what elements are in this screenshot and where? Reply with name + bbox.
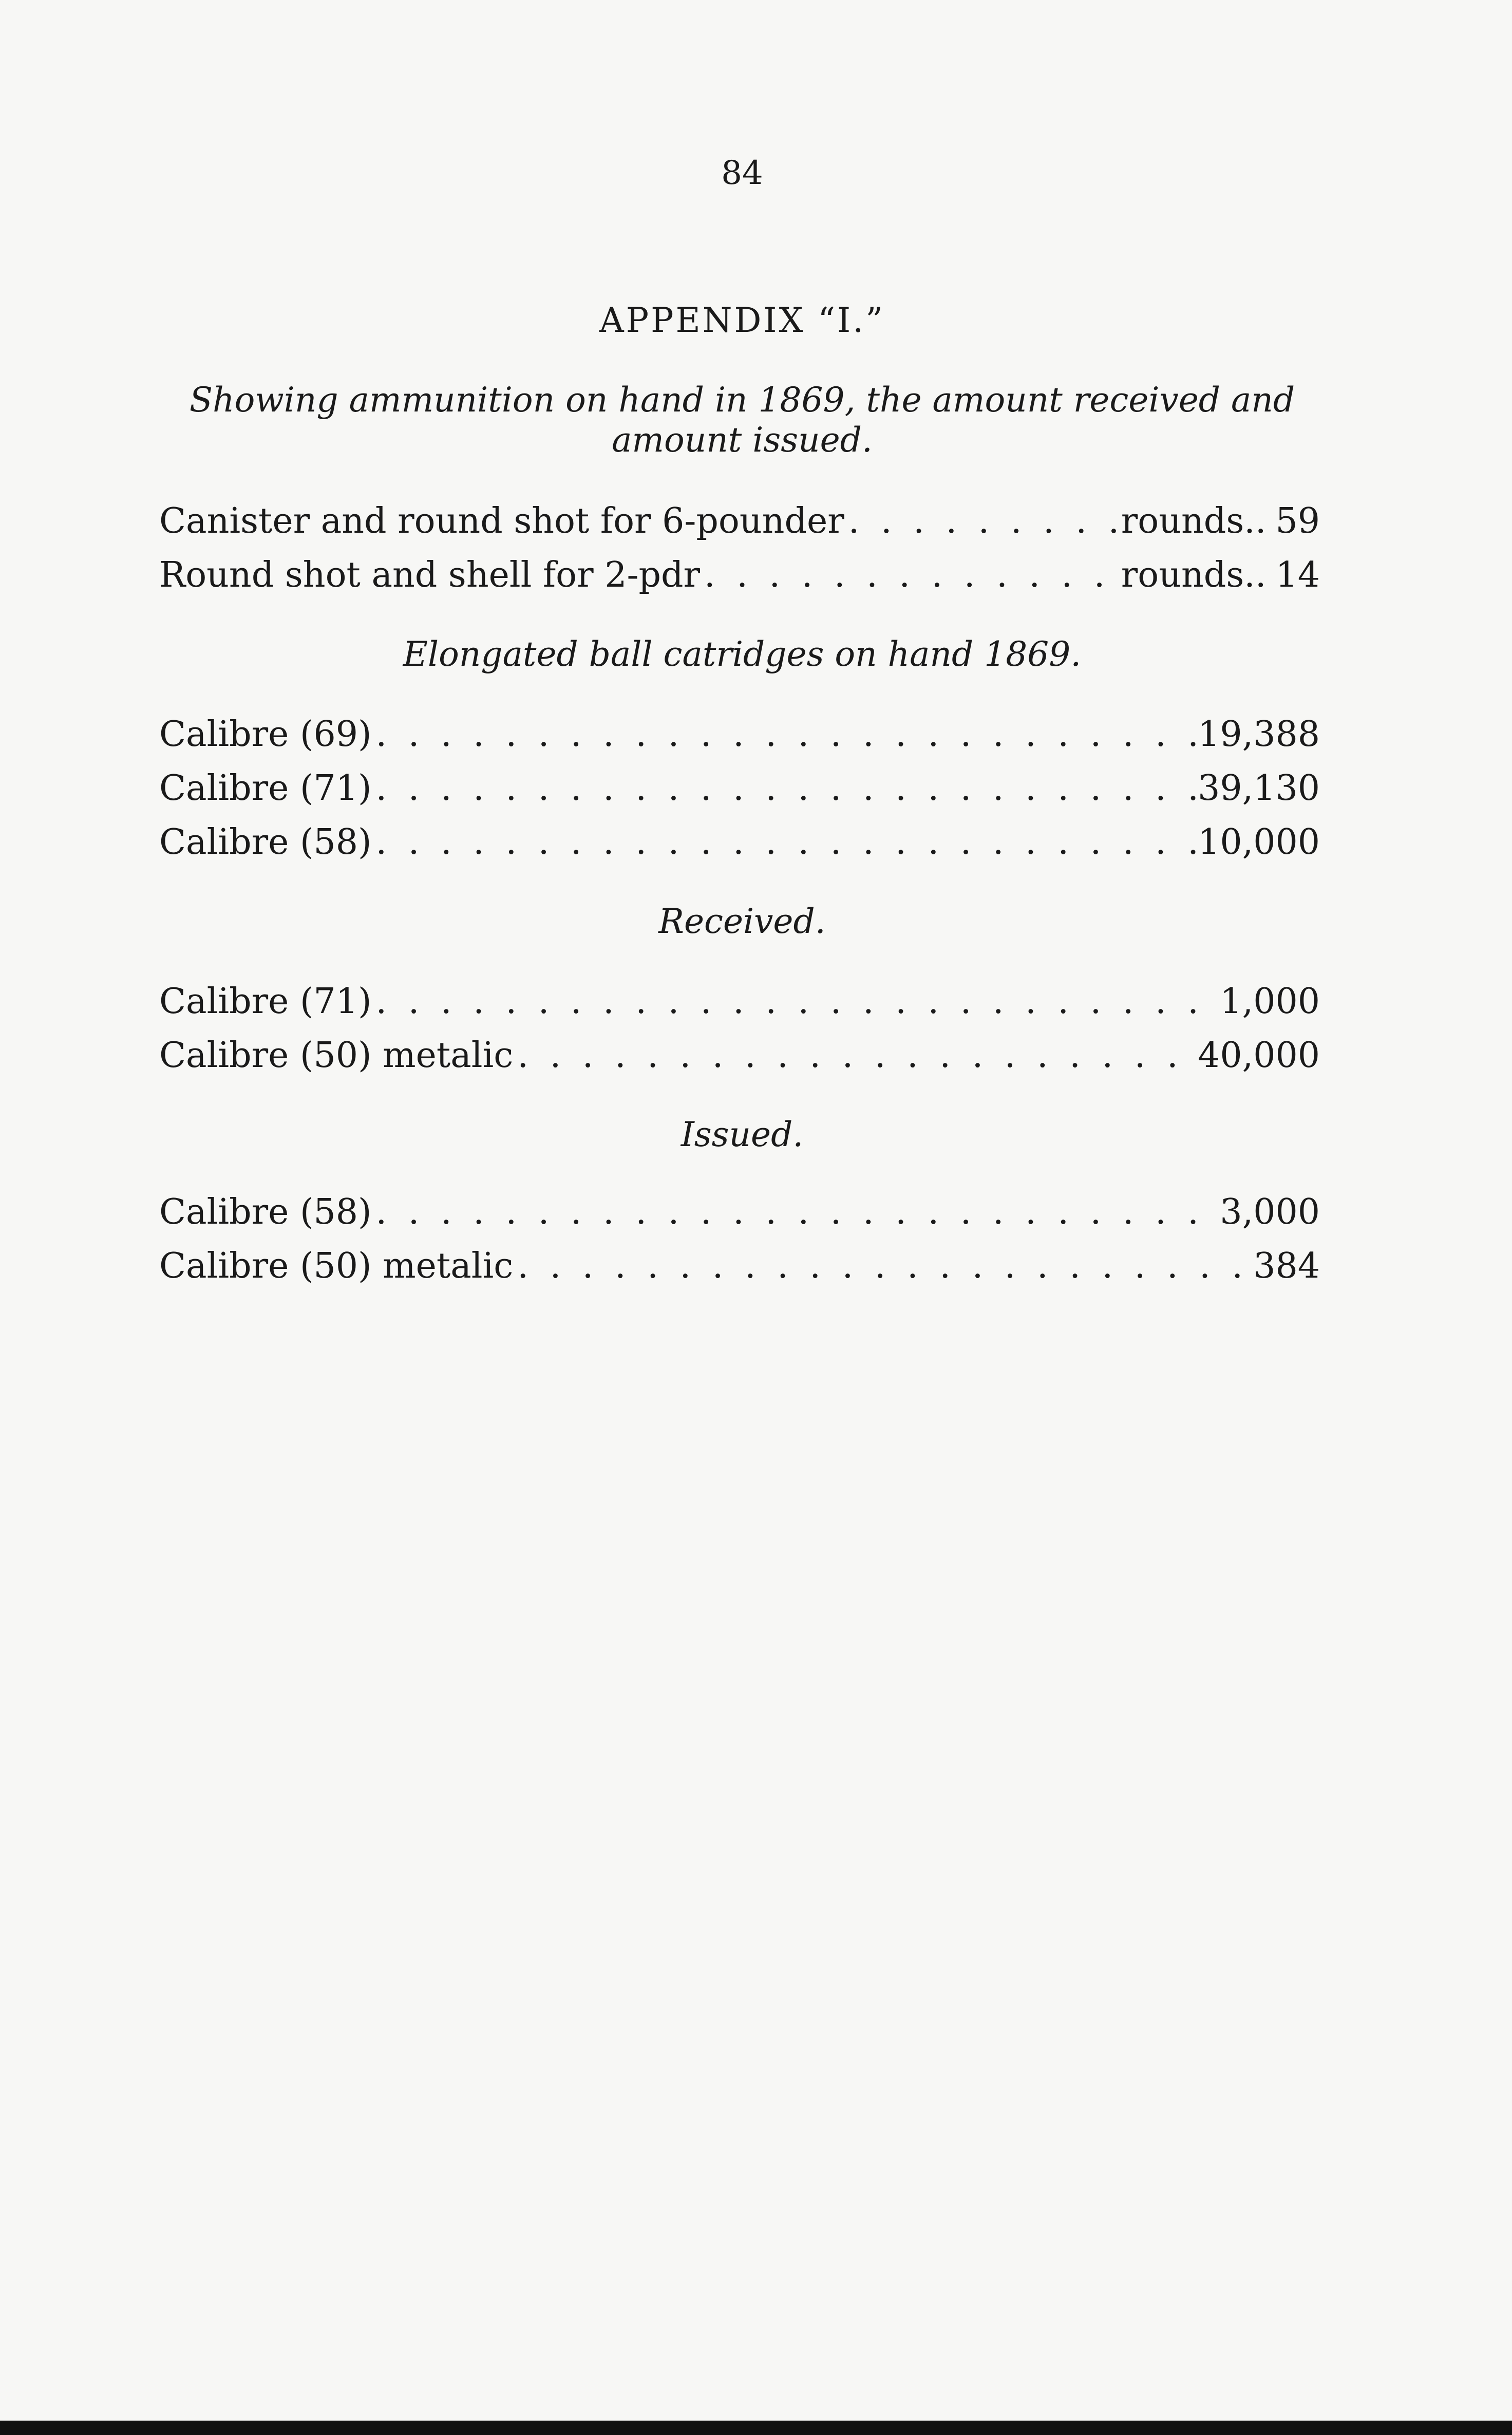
appendix-heading: APPENDIX “I.” bbox=[599, 301, 885, 340]
section-title-received: Received. bbox=[658, 902, 826, 941]
row-label: Canister and round shot for 6-pounder bbox=[159, 501, 844, 541]
row-unit: rounds.. bbox=[1121, 501, 1267, 541]
row-value: 10,000 bbox=[1198, 822, 1320, 863]
row-label: Calibre (58) bbox=[159, 1192, 372, 1232]
row-unit: rounds.. bbox=[1121, 555, 1267, 595]
row-value: 14 bbox=[1275, 555, 1320, 595]
row-label: Calibre (69) bbox=[159, 714, 372, 755]
received-row bbox=[159, 981, 1320, 1027]
dot-leader bbox=[513, 1246, 1253, 1286]
appendix-subtitle: Showing ammunition on hand in 1869, the amount received and amount issued. bbox=[189, 380, 1295, 460]
dot-leader bbox=[372, 714, 1198, 755]
dot-leader bbox=[372, 768, 1198, 809]
row-label: Calibre (71) bbox=[159, 768, 372, 809]
issued-row bbox=[159, 1246, 1320, 1292]
row-value: 40,000 bbox=[1198, 1035, 1320, 1076]
row-value: 384 bbox=[1253, 1246, 1320, 1286]
row-value: 19,388 bbox=[1198, 714, 1320, 755]
row-value: 59 bbox=[1275, 501, 1320, 541]
dot-leader bbox=[513, 1035, 1198, 1076]
row-label: Calibre (58) bbox=[159, 822, 372, 863]
section-title-issued: Issued. bbox=[681, 1115, 804, 1154]
dot-leader bbox=[372, 1192, 1220, 1232]
row-label: Calibre (71) bbox=[159, 981, 372, 1022]
row-label: Calibre (50) metalic bbox=[159, 1246, 514, 1286]
row-value: 39,130 bbox=[1198, 768, 1320, 809]
issued-row bbox=[159, 1192, 1320, 1238]
artillery-row bbox=[159, 555, 1320, 601]
page-number: 84 bbox=[721, 154, 763, 192]
dot-leader bbox=[700, 555, 1121, 595]
on-hand-row bbox=[159, 714, 1320, 760]
artillery-row bbox=[159, 501, 1320, 547]
row-label: Calibre (50) metalic bbox=[159, 1035, 514, 1076]
on-hand-row bbox=[159, 768, 1320, 814]
dot-leader bbox=[844, 501, 1121, 541]
dot-leader bbox=[372, 822, 1198, 863]
dot-leader bbox=[372, 981, 1220, 1022]
received-row bbox=[159, 1035, 1320, 1081]
row-value: 3,000 bbox=[1220, 1192, 1320, 1232]
row-value: 1,000 bbox=[1220, 981, 1320, 1022]
section-title-on-hand: Elongated ball catridges on hand 1869. bbox=[403, 634, 1082, 674]
row-label: Round shot and shell for 2-pdr bbox=[159, 555, 701, 595]
on-hand-row bbox=[159, 822, 1320, 868]
page-bottom-edge bbox=[0, 2421, 1512, 2435]
